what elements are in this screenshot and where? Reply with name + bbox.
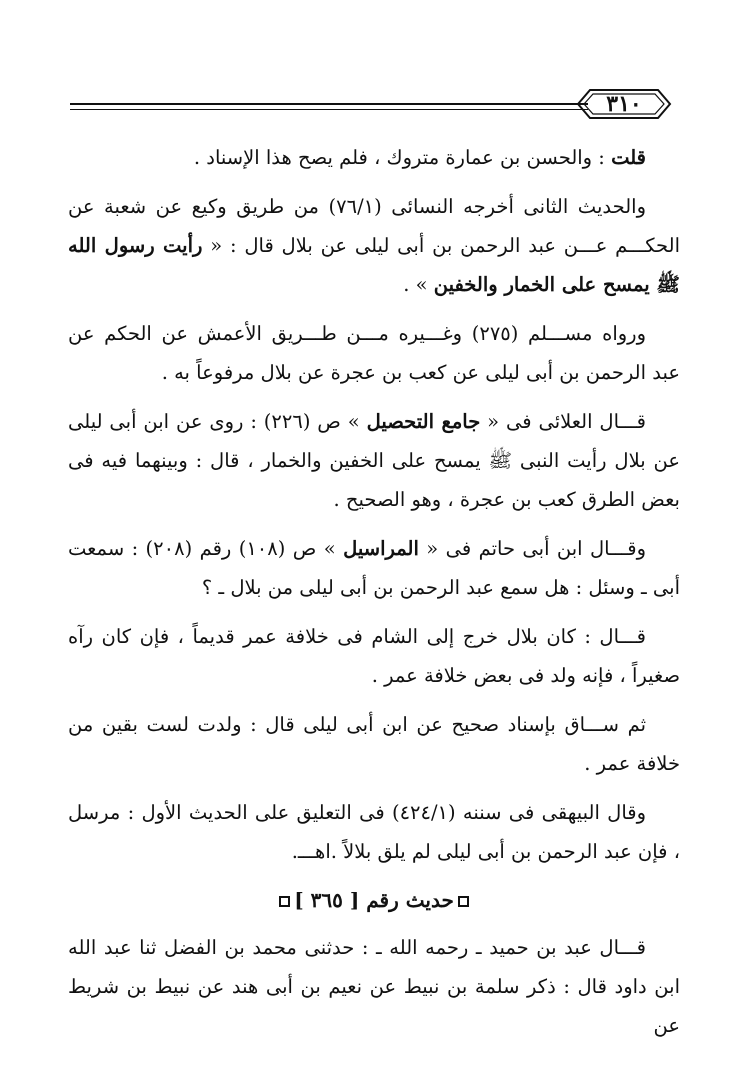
final-paragraph: قـــال عبد بن حميد ـ رحمه الله ـ : حدثنى محمد بن الفضل ثنا عبد الله ابن داود قال : ذكر سلمة بن نبيط عن نعيم بن أبى هند عن نبيط بن شريط عن bbox=[68, 936, 680, 1037]
bold-phrase: جامع التحصيل bbox=[366, 410, 481, 433]
page-number: ٣١٠ bbox=[606, 91, 642, 117]
square-bullet-icon bbox=[279, 896, 290, 907]
text-run: » ص (١٠٨) رقم (٢٠٨) : سمعت أبى ـ وسئل : هل سمع عبد الرحمن بن أبى ليلى من بلال ـ ؟ bbox=[68, 537, 680, 599]
text-run: قـــال : كان بلال خرج إلى الشام فى خلافة عمر قديماً ، فإن كان رآه صغيراً ، فإنه ولد فى بعض خلافة عمر . bbox=[68, 625, 680, 687]
paragraph bbox=[68, 705, 680, 783]
section-heading bbox=[68, 881, 680, 920]
section-heading-text: حديث رقم [ ٣٦٥ ] bbox=[294, 888, 454, 912]
paragraph bbox=[68, 138, 680, 177]
paragraph bbox=[68, 793, 680, 871]
text-run: » . bbox=[403, 273, 434, 296]
paragraph bbox=[68, 314, 680, 392]
text-run: ورواه مســـلم (٢٧٥) وغـــيره مـــن طـــريق الأعمش عن الحكم عن عبد الرحمن بن أبى ليلى عن كعب بن عجرة عن بلال مرفوعاً به . bbox=[68, 322, 680, 384]
text-run: وقال البيهقى فى سننه (٤٢٤/١) فى التعليق على الحديث الأول : مرسل ، فإن عبد الرحمن بن أبى ليلى لم يلق بلالاً .اهـــ. bbox=[68, 801, 680, 863]
text-run: وقـــال ابن أبى حاتم فى « bbox=[418, 537, 646, 560]
bold-phrase: المراسيل bbox=[343, 537, 419, 560]
text-run: ثم ســـاق بإسناد صحيح عن ابن أبى ليلى قال : ولدت لست بقين من خلافة عمر . bbox=[68, 713, 680, 775]
square-bullet-icon bbox=[458, 896, 469, 907]
page-number-ornament bbox=[574, 82, 674, 126]
paragraph bbox=[68, 529, 680, 607]
paragraph bbox=[68, 617, 680, 695]
text-run: قـــال العلائى فى « bbox=[480, 410, 646, 433]
paragraph bbox=[68, 187, 680, 304]
text-run: والحديث الثانى أخرجه النسائى (٧٦/١) من طريق وكيع عن شعبة عن الحكـــم عـــن عبد الرحمن بن أبى ليلى عن بلال قال : « bbox=[68, 195, 680, 257]
body-text bbox=[68, 138, 680, 1055]
bold-phrase: رأيت رسول الله ﷺ يمسح على الخمار والخفين bbox=[68, 234, 680, 296]
header-rule bbox=[70, 103, 588, 110]
text-run: : والحسن بن عمارة متروك ، فلم يصح هذا الإسناد . bbox=[193, 146, 612, 169]
text-run: » ص (٢٢٦) : روى عن ابن أبى ليلى عن بلال رأيت النبى ﷺ يمسح على الخفين والخمار ، قال : وبينهما فيه فى بعض الطرق كعب بن عجرة ، وهو الصحيح . bbox=[68, 410, 680, 511]
paragraph bbox=[68, 402, 680, 519]
bold-phrase: قلت bbox=[611, 146, 646, 169]
